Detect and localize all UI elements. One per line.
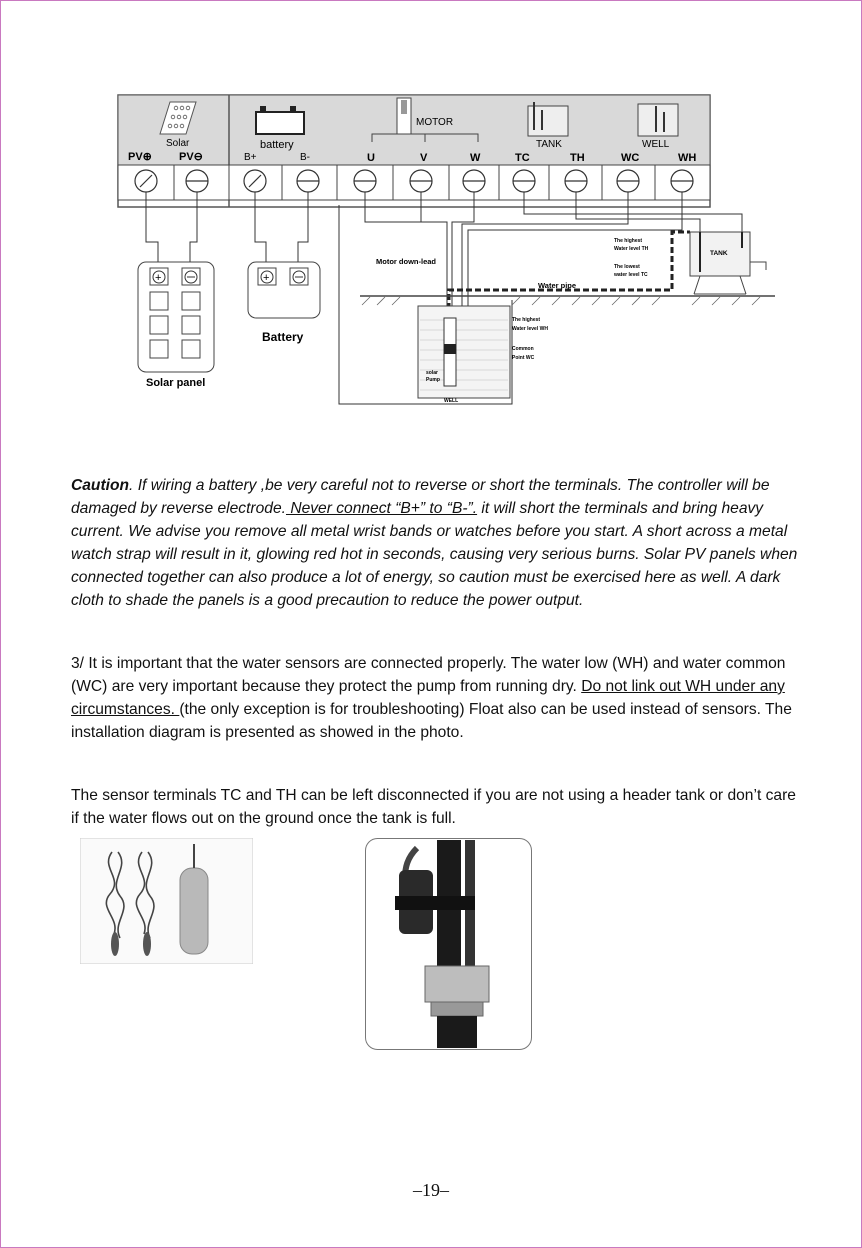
terminal-label: PV⊕ — [128, 151, 152, 163]
caution-warning-underlined: Never connect “B+” to “B-”. — [285, 500, 478, 517]
terminal-label: B- — [300, 152, 310, 163]
terminal-label: TC — [515, 152, 530, 164]
well-label: WELL — [642, 139, 670, 150]
wiring-diagram — [0, 0, 862, 420]
battery-label: battery — [260, 139, 294, 151]
motor-label: MOTOR — [416, 117, 454, 128]
well-bottom-label: WELL — [444, 398, 459, 404]
tank-highest-label: The highest — [614, 238, 643, 244]
svg-text:+: + — [155, 272, 162, 284]
well-icon — [638, 104, 678, 136]
sensor-paragraph: 3/ It is important that the water sensors are connected properly. The water low (WH) and water common (WC) are very important because they protect the pump from running dry. Do not link out WH under any circumstances. (the only exception is for troubleshooting) Float also can be used instead of sensors. The installation diagram is presented as showed in the photo. — [71, 655, 792, 741]
tank-icon — [528, 102, 568, 136]
svg-text:+: + — [263, 272, 270, 284]
caution-paragraph: Caution. If wiring a battery ,be very careful not to reverse or short the terminals. The controller will be damaged by reverse electrode. Never connect “B+” to “B-”. it will short the terminals and bring heavy current. We advise you remove all metal wrist bands or watches before you start. A short across a metal watch strap will result in it, glowing red hot in seconds, causing very serious burns. Solar PV panels when connected together can also produce a lot of energy, so caution must be exercised here as well. A dark cloth to shade the panels is a good precaution to reduce the power output. — [71, 477, 798, 609]
common-point-label: Common — [512, 346, 534, 352]
sensor-probes-photo — [80, 838, 253, 964]
terminal-label: W — [470, 152, 481, 164]
solar-pump-label: Pump — [426, 377, 440, 383]
tank-highest-label: Water level TH — [614, 246, 649, 252]
pump-sensor-photo — [365, 838, 532, 1050]
page-number: –19– — [413, 1180, 449, 1200]
tank-name-label: TANK — [710, 250, 728, 257]
caution-lead: Caution — [71, 477, 130, 494]
tank-lowest-label: The lowest — [614, 264, 640, 270]
tank-label: TANK — [536, 139, 562, 150]
terminal-label: B+ — [244, 152, 257, 163]
tank-sensor-paragraph: The sensor terminals TC and TH can be left disconnected if you are not using a header tank or don’t care if the water flows out on the ground once the tank is full. — [71, 787, 796, 827]
terminal-label: WC — [621, 152, 640, 164]
solar-panel-drawing — [138, 262, 214, 372]
well-highest-label: Water level WH — [512, 326, 548, 332]
tank-lowest-label: water level TC — [614, 272, 648, 278]
water-pipe-label: Water pipe — [538, 281, 577, 290]
well-drawing — [418, 306, 510, 398]
motor-down-lead-label: Motor down-lead — [376, 257, 436, 266]
solar-label: Solar — [166, 138, 190, 149]
sensor-warning-underlined: Do not link out WH under any circumstances. — [71, 678, 785, 718]
terminal-label: WH — [678, 152, 697, 164]
solar-pump-label: solar — [426, 370, 438, 376]
tank-drawing — [690, 232, 766, 294]
terminal-label: PV⊖ — [179, 151, 203, 163]
battery-caption: Battery — [262, 330, 304, 344]
common-point-label: Point WC — [512, 355, 535, 361]
well-highest-label: The highest — [512, 317, 541, 323]
terminal-label: U — [367, 152, 375, 164]
terminal-label: TH — [570, 152, 585, 164]
terminal-label: V — [420, 152, 428, 164]
battery-drawing — [248, 262, 320, 318]
solar-panel-caption: Solar panel — [146, 377, 206, 389]
